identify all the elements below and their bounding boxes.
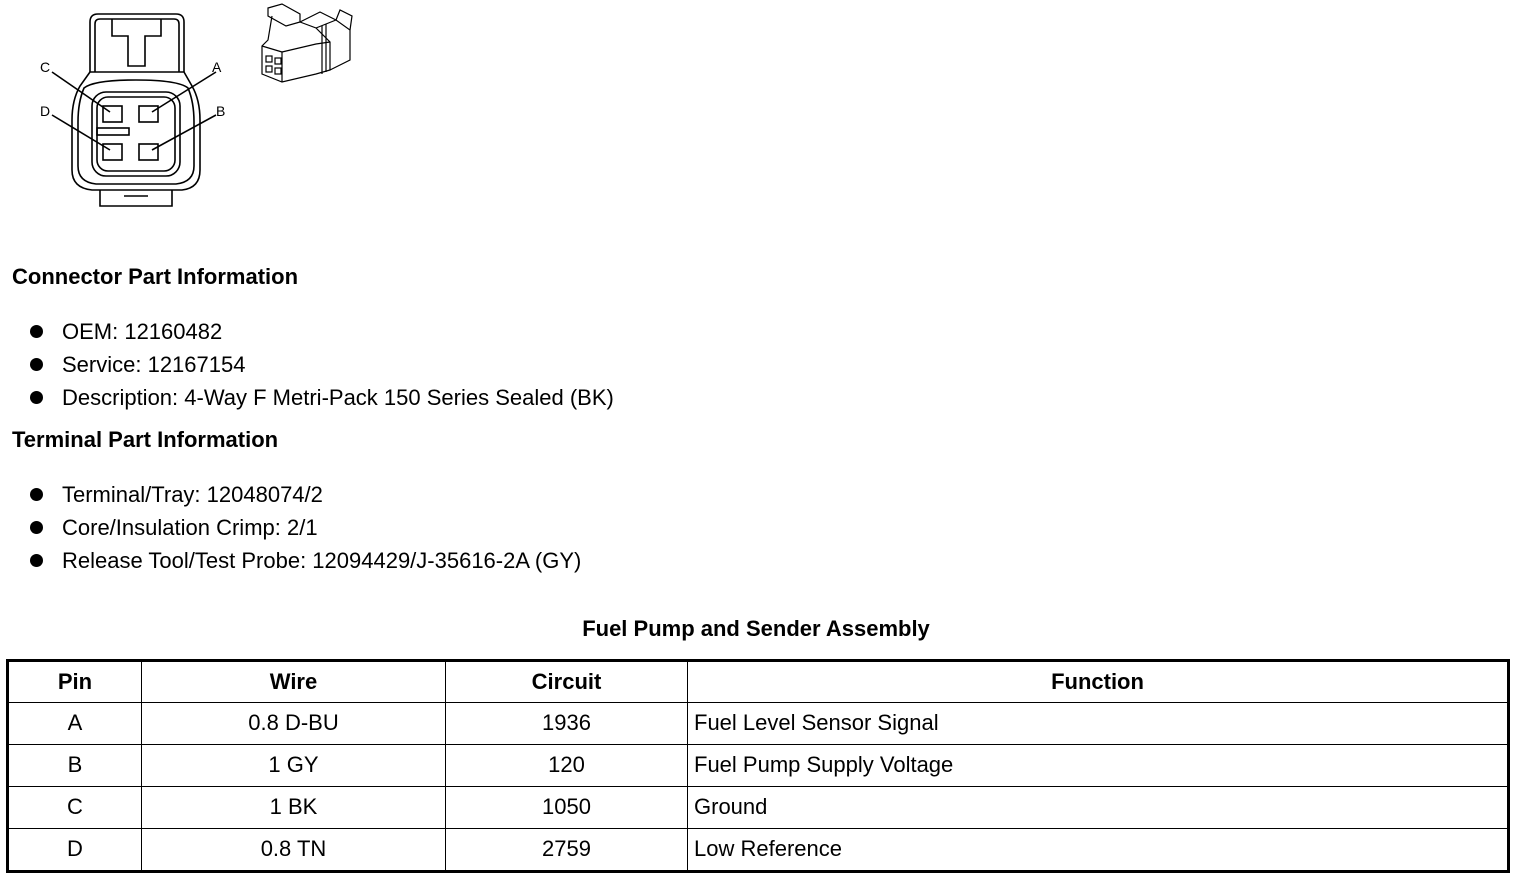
list-item: OEM: 12160482 xyxy=(30,318,614,351)
bullet-icon xyxy=(30,554,43,567)
cell-circuit: 120 xyxy=(446,744,688,786)
list-item: Core/Insulation Crimp: 2/1 xyxy=(30,514,581,547)
table-header-row xyxy=(8,661,1509,703)
cell-function: Fuel Level Sensor Signal xyxy=(688,703,1509,745)
header-pin: Pin xyxy=(8,661,142,703)
connector-perspective-drawing xyxy=(262,4,352,82)
cell-circuit: 2759 xyxy=(446,828,688,871)
cell-circuit: 1936 xyxy=(446,703,688,745)
pinout-table xyxy=(6,659,1510,873)
bullet-icon xyxy=(30,325,43,338)
pin-label-d: D xyxy=(40,103,51,119)
list-item: Terminal/Tray: 12048074/2 xyxy=(30,481,581,514)
connector-info-list xyxy=(30,318,614,417)
pin-label-a: A xyxy=(212,59,222,75)
cell-pin: D xyxy=(8,828,142,871)
list-item: Service: 12167154 xyxy=(30,351,614,384)
connector-diagram xyxy=(0,0,380,220)
connector-face-drawing xyxy=(0,0,380,220)
cell-wire: 1 BK xyxy=(142,786,446,828)
table-row xyxy=(8,786,1509,828)
table-row xyxy=(8,828,1509,871)
bullet-icon xyxy=(30,358,43,371)
bullet-icon xyxy=(30,488,43,501)
table-row xyxy=(8,744,1509,786)
pin-label-b: B xyxy=(216,103,226,119)
table-row xyxy=(8,703,1509,745)
list-item: Description: 4-Way F Metri-Pack 150 Series Sealed (BK) xyxy=(30,384,614,417)
table-title: Fuel Pump and Sender Assembly xyxy=(582,616,930,641)
pin-label-c: C xyxy=(40,59,51,75)
terminal-info-heading: Terminal Part Information xyxy=(12,427,279,452)
cell-function: Ground xyxy=(688,786,1509,828)
cell-wire: 0.8 TN xyxy=(142,828,446,871)
cell-pin: C xyxy=(8,786,142,828)
cell-pin: A xyxy=(8,703,142,745)
header-circuit: Circuit xyxy=(446,661,688,703)
cell-function: Fuel Pump Supply Voltage xyxy=(688,744,1509,786)
bullet-icon xyxy=(30,391,43,404)
connector-info-heading: Connector Part Information xyxy=(12,264,299,289)
cell-pin: B xyxy=(8,744,142,786)
bullet-icon xyxy=(30,521,43,534)
terminal-info-list xyxy=(30,481,581,580)
header-wire: Wire xyxy=(142,661,446,703)
list-item: Release Tool/Test Probe: 12094429/J-35616-2A (GY) xyxy=(30,547,581,580)
header-function: Function xyxy=(688,661,1509,703)
cell-wire: 1 GY xyxy=(142,744,446,786)
cell-circuit: 1050 xyxy=(446,786,688,828)
cell-function: Low Reference xyxy=(688,828,1509,871)
cell-wire: 0.8 D-BU xyxy=(142,703,446,745)
